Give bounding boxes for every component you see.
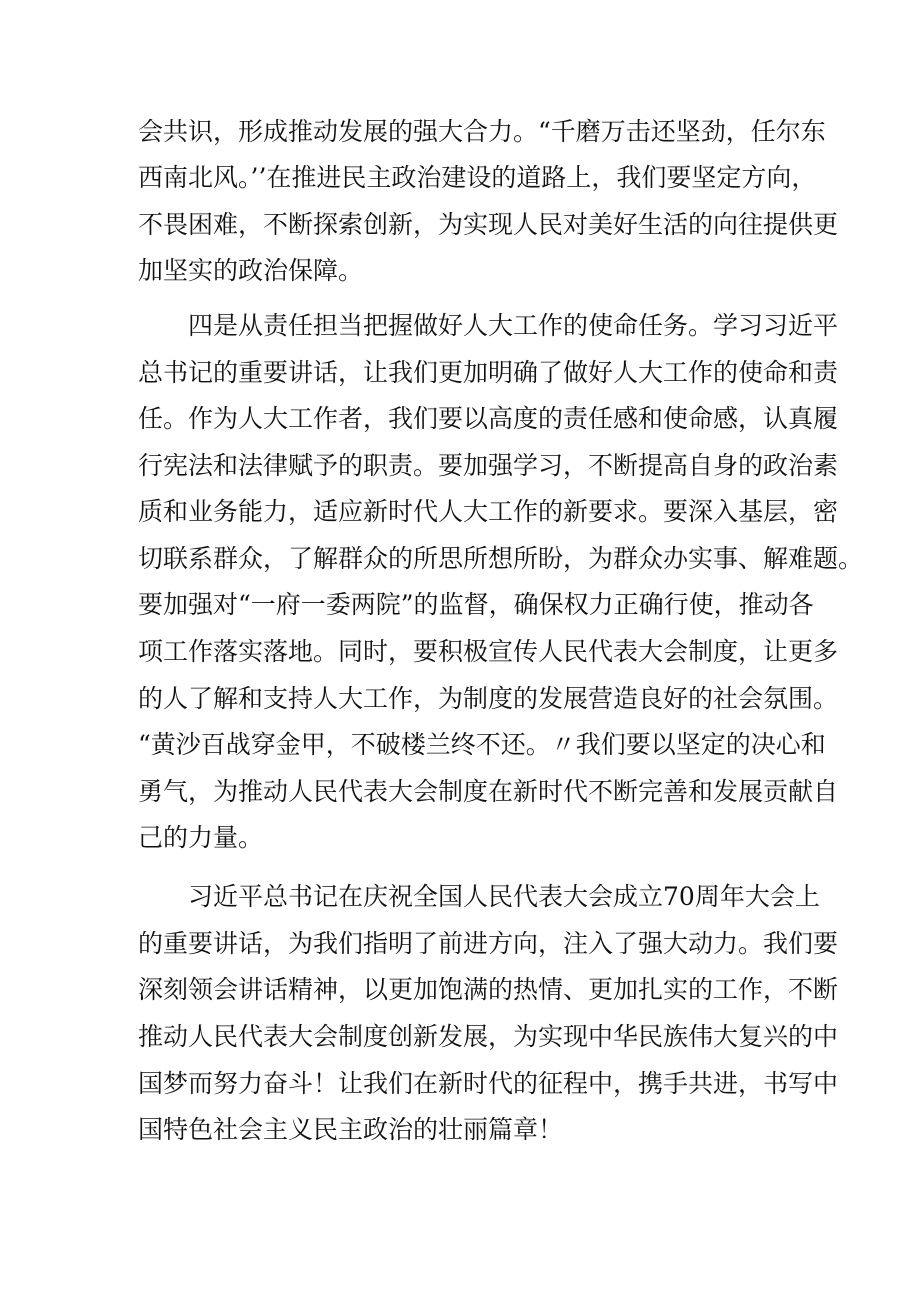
- text-line: 总书记的重要讲话，让我们更加明确了做好人大工作的使命和责: [138, 358, 839, 387]
- text-line: 切联系群众，了解群众的所思所想所盼，为群众办实事、解难题。: [138, 544, 864, 573]
- text-line: 深刻领会讲话精神，以更加饱满的热情、更加扎实的工作，不断: [138, 975, 839, 1004]
- text-line: 任。作为人大工作者，我们要以高度的责任感和使命感，认真履: [138, 404, 839, 433]
- text-line: 己的力量。: [138, 823, 264, 852]
- text-line: 会共识，形成推动发展的强大合力。“千磨万击还坚劲，任尔东: [138, 117, 826, 146]
- text-line: 的人了解和支持人大工作，为制度的发展营造良好的社会氛围。: [138, 684, 839, 713]
- text-line: 推动人民代表大会制度创新发展，为实现中华民族伟大复兴的中: [138, 1022, 839, 1051]
- text-line: 行宪法和法律赋予的职责。要加强学习，不断提高自身的政治素: [138, 451, 839, 480]
- paragraph-first-line: 习近平总书记在庆祝全国人民代表大会成立70周年大会上: [188, 882, 820, 911]
- paragraph-first-line: 四是从责任担当把握做好人大工作的使命任务。学习习近平: [188, 311, 839, 340]
- text-line: 项工作落实落地。同时，要积极宣传人民代表大会制度，让更多: [138, 637, 839, 666]
- text-line: 国梦而努力奋斗！让我们在新时代的征程中，携手共进，书写中: [138, 1069, 839, 1098]
- text-line: 要加强对“一府一委两院”的监督，确保权力正确行使，推动各: [138, 590, 814, 619]
- text-line: 质和业务能力，适应新时代人大工作的新要求。要深入基层，密: [138, 497, 839, 526]
- text-line: 不畏困难，不断探索创新，为实现人民对美好生活的向往提供更: [138, 210, 839, 239]
- text-line: 国特色社会主义民主政治的壮丽篇章！: [138, 1115, 564, 1144]
- text-line: “黄沙百战穿金甲，不破楼兰终不还。〃我们要以坚定的决心和: [138, 730, 826, 759]
- text-line: 加坚实的政治保障。: [138, 256, 364, 285]
- text-line: 西南北风。’’在推进民主政治建设的道路上，我们要坚定方向，: [138, 163, 817, 192]
- text-line: 勇气，为推动人民代表大会制度在新时代不断完善和发展贡献自: [138, 777, 839, 806]
- text-line: 的重要讲话，为我们指明了前进方向，注入了强大动力。我们要: [138, 929, 839, 958]
